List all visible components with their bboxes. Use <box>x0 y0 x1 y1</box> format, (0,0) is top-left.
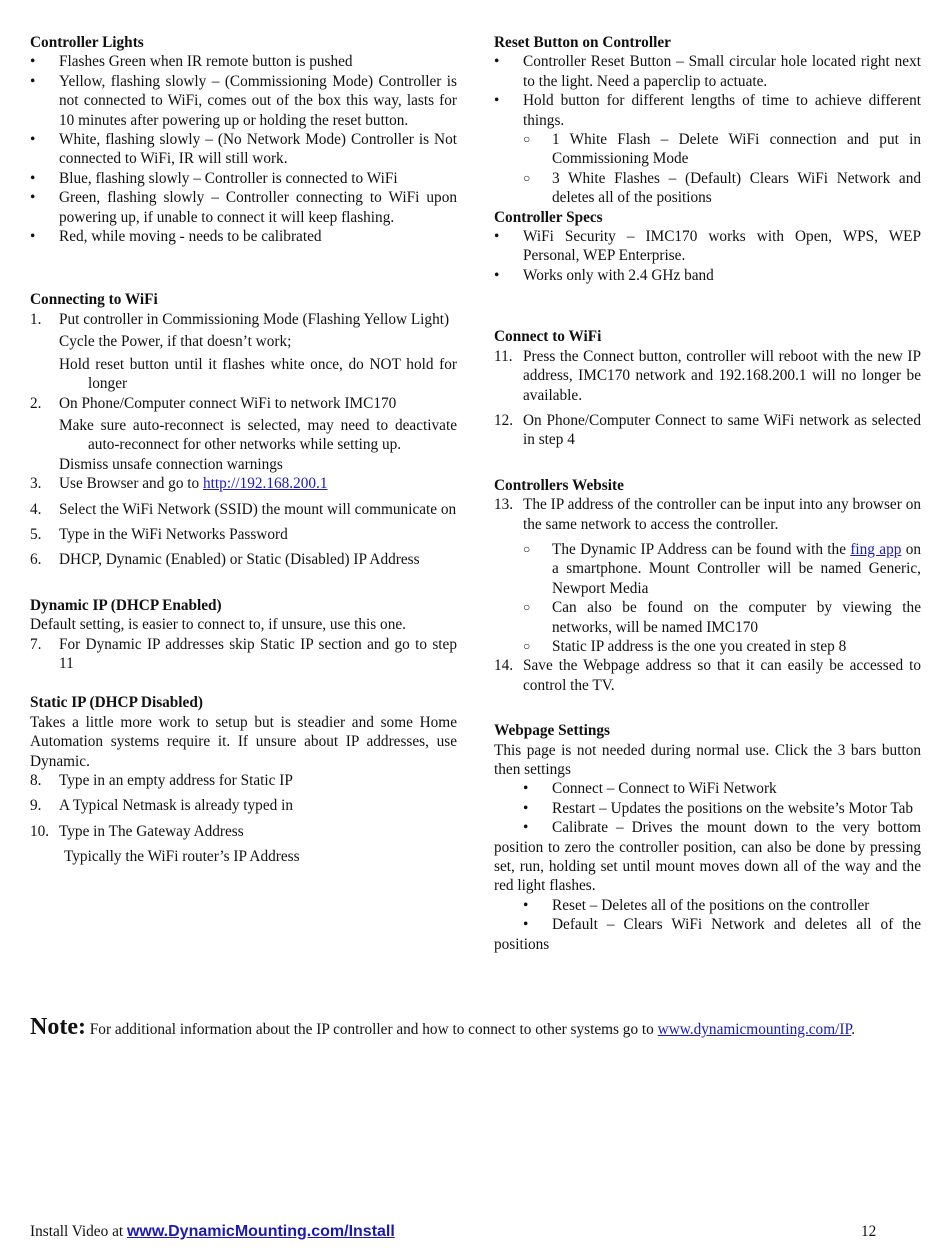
ip-info-link[interactable]: www.dynamicmounting.com/IP <box>657 1021 852 1038</box>
list-subitem: ○ The Dynamic IP Address can be found with the fing app on a smartphone. Mount Controller will be named Generic, Newport Media <box>523 540 921 597</box>
page-number: 12 <box>861 1223 877 1240</box>
section-title-reset-button: Reset Button on Controller <box>494 34 671 51</box>
list-item: • WiFi Security – IMC170 works with Open, WPS, WEP Personal, WEP Enterprise. <box>494 228 921 265</box>
step-1-sub-a: Cycle the Power, if that doesn’t work; <box>59 333 292 351</box>
list-item: • Works only with 2.4 GHz band <box>494 266 714 284</box>
step-2-sub-b: Dismiss unsafe connection warnings <box>59 455 283 473</box>
section-title-controllers-website: Controllers Website <box>494 476 624 494</box>
section-title-connect-wifi: Connect to WiFi <box>494 328 602 346</box>
section-title-static-ip: Static IP (DHCP Disabled) <box>30 694 203 712</box>
list-item: • Flashes Green when IR remote button is pushed <box>30 53 353 71</box>
list-item: • Red, while moving - needs to be calibrated <box>30 228 322 246</box>
section-title-controller-specs: Controller Specs <box>494 208 603 226</box>
note: Note: For additional information about the IP controller and how to connect to other systems go to www.dynamicmounting.com/IP. <box>30 1014 856 1040</box>
step-1: 1. Put controller in Commissioning Mode (Flashing Yellow Light) <box>30 310 450 328</box>
step-10: 10. Type in The Gateway Address <box>30 822 244 840</box>
step-8: 8. Type in an empty address for Static IP <box>30 772 293 789</box>
list-item: • Green, flashing slowly – Controller connecting to WiFi upon powering up, if unable to connect it will keep flashing. <box>30 189 457 226</box>
step-1-sub-b: Hold reset button until it flashes white once, do NOT hold for longer <box>59 355 457 393</box>
right-column <box>494 33 921 954</box>
footer-prefix: Install Video at <box>30 1223 127 1240</box>
dynamic-ip-text: Default setting, is easier to connect to, if unsure, use this one. <box>30 616 406 634</box>
list-item: • Controller Reset Button – Small circular hole located right next to the light. Need a paperclip to actuate. <box>494 53 921 90</box>
list-item: • Yellow, flashing slowly – (Commissioning Mode) Controller is not connected to WiFi, comes out of the box this way, lasts for 10 minutes after powering up or holding the reset button. <box>30 72 457 129</box>
list-item: • Reset – Deletes all of the positions on the controller <box>523 896 870 914</box>
list-item: • Default – Clears WiFi Network and deletes all of the positions <box>494 916 921 953</box>
section-title-connecting-wifi: Connecting to WiFi <box>30 291 158 309</box>
note-text: For additional information about the IP controller and how to connect to other systems go to <box>85 1021 658 1038</box>
step-13: 13. The IP address of the controller can be input into any browser on the same network to access the controller. <box>494 496 921 533</box>
step-6: 6. DHCP, Dynamic (Enabled) or Static (Disabled) IP Address <box>30 551 420 569</box>
step-7: 7. For Dynamic IP addresses skip Static IP section and go to step 11 <box>30 635 457 672</box>
left-column <box>30 33 457 867</box>
section-title-dynamic-ip: Dynamic IP (DHCP Enabled) <box>30 596 222 614</box>
fing-app-link[interactable]: fing app <box>850 540 902 558</box>
step-9: 9. A Typical Netmask is already typed in <box>30 797 293 815</box>
step-11: 11. Press the Connect button, controller will reboot with the new IP address, IMC170 network and 192.168.200.1 will no longer be available. <box>494 347 921 404</box>
footer <box>30 1222 395 1241</box>
section-title-controller-lights: Controller Lights <box>30 34 144 51</box>
note-label: Note: <box>30 1014 86 1040</box>
section-title-webpage-settings: Webpage Settings <box>494 722 611 740</box>
webpage-settings-text: This page is not needed during normal use. Click the 3 bars button then settings <box>494 741 921 778</box>
ip-link[interactable]: http://192.168.200.1 <box>203 475 328 493</box>
list-subitem: ○ 1 White Flash – Delete WiFi connection and put in Commissioning Mode <box>523 131 921 168</box>
list-item: • Connect – Connect to WiFi Network <box>523 780 777 798</box>
static-ip-text: Takes a little more work to setup but is steadier and some Home Automation systems require it. If unsure about IP addresses, use Dynamic. <box>30 713 457 770</box>
step-2: 2. On Phone/Computer connect WiFi to network IMC170 <box>30 394 397 412</box>
list-item: • White, flashing slowly – (No Network Mode) Controller is Not connected to WiFi, IR will still work. <box>30 131 457 168</box>
step-4: 4. Select the WiFi Network (SSID) the mount will communicate on <box>30 500 457 518</box>
step-10-sub: Typically the WiFi router’s IP Address <box>64 848 300 866</box>
step-3: 3. Use Browser and go to http://192.168.200.1 <box>30 475 328 493</box>
list-item: • Hold button for different lengths of time to achieve different things. <box>494 92 921 129</box>
list-subitem: ○ Static IP address is the one you created in step 8 <box>523 637 847 655</box>
step-12: 12. On Phone/Computer Connect to same WiFi network as selected in step 4 <box>494 411 921 449</box>
list-item: • Blue, flashing slowly – Controller is connected to WiFi <box>30 169 398 187</box>
step-14: 14. Save the Webpage address so that it can easily be accessed to control the TV. <box>494 657 921 694</box>
list-item: • Calibrate – Drives the mount down to the very bottom position to zero the controller position, can also be done by pressing set, run, holding set until mount moves down all of the way and the red light flashes. <box>494 819 921 895</box>
list-subitem: ○ Can also be found on the computer by viewing the networks, will be named IMC170 <box>523 599 921 636</box>
step-5: 5. Type in the WiFi Networks Password <box>30 525 288 543</box>
step-2-sub-a: Make sure auto-reconnect is selected, may need to deactivate auto-reconnect for other networks while setting up. <box>59 416 457 454</box>
install-video-link[interactable]: www.DynamicMounting.com/Install <box>126 1223 395 1240</box>
list-item: • Restart – Updates the positions on the website’s Motor Tab <box>523 799 914 817</box>
list-subitem: ○ 3 White Flashes – (Default) Clears WiFi Network and deletes all of the positions <box>523 169 921 207</box>
